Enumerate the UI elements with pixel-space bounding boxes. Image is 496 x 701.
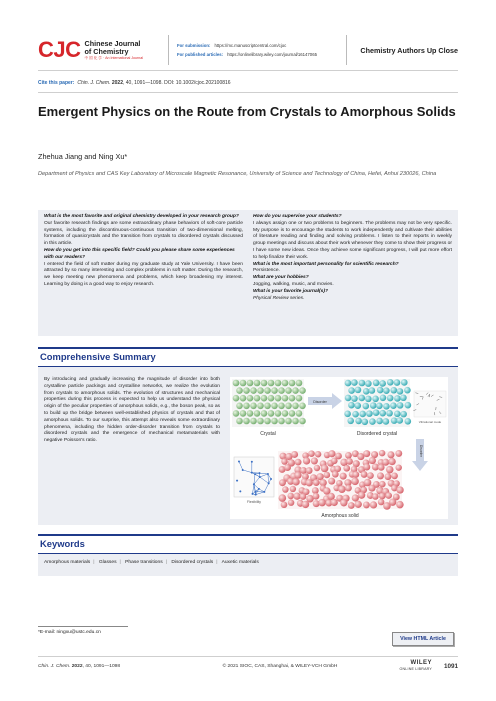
- disordered-particle: [359, 380, 366, 387]
- crystal-particle: [247, 380, 254, 387]
- amorphous-particle: [340, 499, 347, 506]
- disordered-particle: [359, 411, 366, 418]
- amorphous-particle: [378, 464, 385, 471]
- network-node: [238, 460, 240, 462]
- amorphous-particle: [345, 452, 352, 459]
- journal-title-line2: of Chemistry: [84, 46, 129, 56]
- amorphous-particle: [379, 493, 386, 500]
- amorphous-particle: [290, 486, 296, 492]
- amorphous-particle: [363, 450, 370, 457]
- network-label: Flexibility: [247, 500, 261, 504]
- crystal-particle: [268, 380, 275, 387]
- amorphous-particle: [331, 458, 338, 465]
- amorphous-particle: [312, 487, 319, 494]
- summary-heading: Comprehensive Summary: [38, 349, 458, 367]
- crystal-particle: [236, 418, 243, 425]
- disordered-particle: [365, 396, 372, 403]
- disordered-particle: [377, 387, 384, 394]
- network-node: [242, 469, 244, 471]
- disordered-particle: [370, 402, 377, 409]
- cite-year: 2022: [111, 80, 123, 86]
- amorphous-particle: [282, 486, 289, 493]
- article-affiliation: Department of Physics and CAS Key Laboratory of Microscale Magnetic Resonance, University of Science and Technology of China, Hefei, Anhui 230026, China: [38, 171, 437, 177]
- disordered-particle: [387, 379, 394, 386]
- amorphous-particle: [331, 499, 338, 506]
- question: What is the most important personality for scientific research?: [253, 261, 399, 267]
- wiley-logo[interactable]: WILEY ONLINE LIBRARY: [399, 660, 432, 671]
- amorphous-particle: [386, 466, 394, 474]
- keyword[interactable]: Auxetic materials: [221, 560, 259, 565]
- disordered-particle: [355, 418, 362, 425]
- question: How do you supervise your students?: [253, 214, 342, 219]
- page-footer: [38, 660, 458, 672]
- network-node: [254, 473, 256, 475]
- amorphous-particle: [395, 464, 401, 470]
- disordered-particle: [401, 379, 408, 386]
- keywords-section: [38, 534, 458, 576]
- network-node: [267, 473, 269, 475]
- keyword[interactable]: Glasses: [98, 560, 117, 565]
- network-node: [252, 493, 254, 495]
- view-html-article-button[interactable]: View HTML Article: [392, 632, 454, 646]
- crystal-particle: [292, 418, 299, 425]
- question: What is your favorite journal(s)?: [253, 288, 328, 294]
- network-node: [258, 488, 260, 490]
- disordered-particle: [345, 395, 352, 402]
- disordered-particle: [376, 418, 383, 425]
- amorphous-particle: [311, 457, 318, 464]
- amorphous-particle: [353, 471, 360, 478]
- network-panel: [234, 457, 274, 504]
- vibrational-mode-panel: [413, 391, 446, 424]
- crystal-particle: [299, 387, 306, 394]
- crystal-particle: [264, 418, 271, 425]
- network-node: [239, 490, 241, 492]
- crystal-label: Crystal: [260, 431, 276, 437]
- amorphous-particle: [385, 492, 392, 499]
- crystal-particle: [296, 395, 303, 402]
- keyword[interactable]: Disordered crystals: [171, 560, 214, 565]
- amorphous-particle: [306, 479, 313, 486]
- graphical-abstract: [230, 377, 448, 519]
- crystal-particle: [289, 410, 296, 417]
- crystal-particle: [243, 418, 250, 425]
- submission-link[interactable]: https://mc.manuscriptcentral.com/cjoc: [214, 43, 287, 48]
- amorphous-particle: [287, 493, 294, 500]
- keywords-list: Amorphous materials | Glasses | Phase transitions | Disordered crystals | Auxetic materials: [44, 560, 259, 565]
- amorphous-particle: [288, 499, 295, 506]
- answer: I always assign one or two problems to beginners. The problems may not be very specific. My purpose is to encourage the students to work independently and cultivate their abilities of literature reading and finding and solving problems. I listen to their reports in weekly group meetings and discuss about their work whenever they come to show their progress or I have some new ideas. Once they achieve some significant progress, I will put more effort to help finalize their work.: [253, 220, 452, 260]
- footer-citation: Chin. J. Chem. 2022, 40, 1091—1098: [38, 663, 121, 669]
- disorder-arrow-icon: [308, 393, 342, 409]
- interview-right-column: [253, 214, 452, 332]
- network-node: [263, 491, 265, 493]
- network-node: [268, 482, 270, 484]
- amorphous-particle: [343, 465, 350, 472]
- amorphous-particle: [328, 493, 335, 500]
- crystal-particle: [271, 403, 278, 410]
- crystal-particle: [278, 418, 285, 425]
- disordered-particle: [373, 409, 380, 416]
- amorphous-particle: [379, 450, 385, 456]
- amorphous-particle: [295, 472, 302, 479]
- amorphous-particle: [378, 499, 385, 506]
- crystal-particle: [292, 403, 299, 410]
- crystal-particle: [250, 418, 257, 425]
- footnote-divider: [38, 626, 128, 627]
- crystal-particle: [296, 410, 303, 417]
- amorphous-particle: [363, 501, 370, 508]
- crystal-particle: [285, 418, 292, 425]
- disordered-particle: [405, 402, 412, 409]
- amorphous-particle: [395, 450, 402, 457]
- crystal-particle: [264, 387, 271, 394]
- interview-left-column: [44, 214, 243, 332]
- crystal-particle: [247, 395, 254, 402]
- question: How do you get into this specific field? Could you please share some experiences with our readers?: [44, 247, 235, 260]
- amorphous-particle: [352, 494, 359, 501]
- amorphous-particle: [313, 479, 320, 486]
- journal-title-line1: Chinese Journal: [84, 38, 141, 48]
- disordered-particle: [386, 410, 393, 417]
- disordered-particle: [405, 418, 412, 425]
- crystal-particle: [236, 403, 243, 410]
- crystal-particle: [285, 387, 292, 394]
- network-node: [251, 461, 253, 463]
- published-link[interactable]: https://onlinelibrary.wiley.com/journal/16147065: [227, 52, 317, 57]
- disordered-particle: [348, 387, 355, 394]
- crystal-particle: [299, 418, 306, 425]
- footer-copyright: © 2021 SIOC, CAS, Shanghai, & WILEY-VCH GmbH: [222, 663, 338, 669]
- summary-text: By introducing and gradually increasing the magnitude of disorder into both crystalline particle packings and crystalline networks, we realize the evolution from crystals to amorphous solids. The evolution of structures and mechanical properties during this process is expected to help us understand the physical origin of the peculiar properties of amorphous solids, e.g., the boson peak, so as to build up the bridge between well-established physics of crystals and that of amorphous solids. To our surprise, this attempt also reveals some extraordinary phenomena, including the hidden order-disorder transition from crystals to disordered crystals and the emergence of mechanical metamaterials with negative Poisson's ratio.: [44, 377, 220, 444]
- disordered-particle: [355, 387, 362, 394]
- amorphous-particle: [313, 493, 320, 500]
- amorphous-particle: [348, 502, 355, 509]
- disordered-particle: [404, 387, 411, 394]
- disordered-particle: [369, 387, 376, 394]
- amorphous-particle: [345, 485, 352, 492]
- header-divider: [38, 70, 458, 71]
- amorphous-particle: [328, 478, 335, 485]
- amorphous-particle: [367, 472, 374, 479]
- disordered-particle: [352, 411, 359, 418]
- amorphous-particle: [306, 467, 313, 474]
- crystal-particle: [254, 395, 261, 402]
- amorphous-label: Amorphous solid: [321, 513, 359, 519]
- crystal-particle: [296, 380, 303, 387]
- network-node: [259, 476, 261, 478]
- amorphous-particle: [300, 493, 307, 500]
- amorphous-particle: [372, 493, 379, 500]
- disordered-particle: [345, 380, 352, 387]
- amorphous-particle: [314, 465, 320, 471]
- published-label: For published articles:: [177, 52, 224, 57]
- amorphous-particle: [281, 458, 287, 464]
- amorphous-particle: [396, 486, 403, 493]
- disordered-particle: [397, 402, 404, 409]
- disorder-down-label: Disorder: [419, 444, 423, 458]
- disordered-particle: [397, 388, 404, 395]
- disordered-particle: [390, 387, 397, 394]
- cite-divider: [38, 92, 458, 93]
- amorphous-particle: [387, 451, 394, 458]
- amorphous-particle: [351, 478, 359, 486]
- disordered-particle: [390, 402, 397, 409]
- amorphous-particle: [324, 472, 331, 479]
- disordered-particle: [372, 396, 379, 403]
- amorphous-particle: [358, 492, 365, 499]
- amorphous-particle: [363, 464, 370, 471]
- disordered-particle: [379, 380, 386, 387]
- disordered-particle: [383, 418, 390, 425]
- summary-section: [38, 347, 458, 525]
- disordered-particle: [351, 395, 358, 402]
- crystal-particle: [261, 410, 268, 417]
- amorphous-particle: [346, 458, 353, 465]
- amorphous-panel: [278, 450, 404, 510]
- disordered-particle: [376, 402, 383, 409]
- amorphous-particle: [279, 494, 287, 502]
- crystal-particle: [278, 387, 285, 394]
- amorphous-particle: [370, 501, 377, 508]
- network-node: [236, 480, 238, 482]
- crystal-particle: [264, 403, 271, 410]
- amorphous-particle: [355, 501, 362, 508]
- crystal-particle: [275, 380, 282, 387]
- crystal-particle: [271, 387, 278, 394]
- submission-label: For submission:: [177, 43, 211, 48]
- answer: I entered the field of soft matter during my graduate study at Yale University. I have been attracted by so many interesting and complex problems in soft matter. During the research, we keep meeting new phenomena and problems, which keep broadening my interest. Learning by doing is a good way to enjoy research.: [44, 261, 243, 287]
- cite-doi[interactable]: , 40, 1091—1098. DOI: 10.1002/cjoc.202100816: [123, 80, 231, 86]
- amorphous-particle: [292, 478, 299, 485]
- disorder-arrow-label: Disorder: [313, 400, 327, 404]
- crystal-particle: [292, 387, 299, 394]
- disordered-crystal-panel: [344, 379, 411, 427]
- crystal-particle: [261, 380, 268, 387]
- vibrational-label: Vibrational mode: [418, 420, 442, 424]
- cite-label: Cite this paper:: [38, 80, 75, 86]
- network-node: [251, 472, 253, 474]
- article-title: Emergent Physics on the Route from Crystals to Amorphous Solids: [38, 104, 456, 119]
- crystal-particle: [254, 380, 261, 387]
- disordered-particle: [366, 410, 373, 417]
- disorder-down-arrow-icon: [412, 439, 428, 471]
- crystal-particle: [257, 387, 264, 394]
- amorphous-particle: [321, 465, 329, 473]
- amorphous-particle: [284, 464, 291, 471]
- question: What are your hobbies?: [253, 275, 309, 281]
- disordered-particle: [362, 418, 369, 425]
- crystal-particle: [268, 410, 275, 417]
- keywords-heading: Keywords: [38, 536, 458, 554]
- citation-line: [38, 80, 231, 86]
- crystal-particle: [282, 395, 289, 402]
- crystal-particle: [240, 410, 247, 417]
- disordered-particle: [394, 379, 401, 386]
- amorphous-particle: [281, 501, 288, 508]
- crystal-particle: [250, 387, 257, 394]
- crystal-particle: [289, 395, 296, 402]
- corresponding-email[interactable]: *E-mail: ningxu@ustc.edu.cn: [38, 630, 101, 635]
- crystal-particle: [233, 380, 240, 387]
- disordered-label: Disordered crystal: [356, 431, 398, 437]
- disordered-particle: [362, 403, 369, 410]
- amorphous-particle: [340, 473, 347, 480]
- amorphous-particle: [315, 451, 321, 457]
- journal-header: [38, 32, 458, 68]
- crystal-particle: [247, 410, 254, 417]
- disordered-particle: [383, 387, 390, 394]
- amorphous-particle: [295, 459, 302, 466]
- amorphous-particle: [379, 481, 386, 488]
- disordered-particle: [379, 410, 386, 417]
- amorphous-particle: [396, 501, 404, 509]
- amorphous-particle: [389, 499, 396, 506]
- disordered-particle: [358, 395, 365, 402]
- crystal-particle: [257, 403, 264, 410]
- crystal-particle: [243, 387, 250, 394]
- crystal-particle: [275, 410, 282, 417]
- crystal-particle: [250, 403, 257, 410]
- disordered-particle: [344, 411, 351, 418]
- answer: Jogging, walking, music, and movies.: [253, 281, 334, 287]
- disordered-particle: [348, 402, 355, 409]
- graphical-abstract-figure: [230, 377, 448, 519]
- amorphous-particle: [291, 451, 298, 458]
- crystal-particle: [236, 387, 243, 394]
- crystal-particle: [268, 395, 275, 402]
- page-number: 1091: [443, 662, 458, 670]
- section-label: Chemistry Authors Up Close: [346, 35, 458, 65]
- keyword[interactable]: Amorphous materials: [44, 560, 91, 565]
- disordered-particle: [354, 402, 361, 409]
- article-authors: Zhehua Jiang and Ning Xu*: [38, 152, 128, 161]
- crystal-particle: [289, 380, 296, 387]
- disordered-particle: [380, 394, 387, 401]
- disordered-particle: [400, 394, 407, 401]
- disordered-particle: [394, 395, 401, 402]
- interview-box: [38, 210, 458, 336]
- crystal-particle: [233, 395, 240, 402]
- crystal-particle: [254, 410, 261, 417]
- crystal-panel: [232, 379, 306, 427]
- network-node: [270, 478, 272, 480]
- amorphous-particle: [391, 473, 398, 480]
- amorphous-particle: [328, 450, 335, 457]
- amorphous-particle: [302, 501, 309, 508]
- answer: Physical Review series.: [253, 295, 305, 301]
- crystal-particle: [282, 380, 289, 387]
- network-node: [258, 472, 260, 474]
- amorphous-particle: [318, 499, 325, 506]
- network-node: [254, 491, 256, 493]
- cite-journal: Chin. J. Chem.: [77, 80, 111, 86]
- crystal-particle: [278, 403, 285, 410]
- crystal-particle: [233, 410, 240, 417]
- network-node: [255, 494, 257, 496]
- crystal-particle: [282, 410, 289, 417]
- logo-mark: CJC: [38, 37, 81, 62]
- disordered-particle: [363, 388, 370, 395]
- answer: Our favorite research findings are some extraordinary phase behaviors of soft-core particle systems, including the discontinuous-continuous transition of two-dimensional melting, formation of quasicrystals and the transition from crystals to disordered crystals discussed in this article.: [44, 220, 243, 247]
- amorphous-particle: [361, 471, 368, 478]
- question: What is the most favorite and original chemistry developed in your research group?: [44, 214, 239, 219]
- amorphous-particle: [388, 458, 395, 465]
- amorphous-particle: [369, 457, 376, 464]
- crystal-particle: [257, 418, 264, 425]
- crystal-particle: [285, 403, 292, 410]
- disordered-particle: [394, 410, 401, 417]
- amorphous-particle: [368, 485, 375, 492]
- answer: Persistence.: [253, 268, 280, 274]
- amorphous-particle: [308, 450, 315, 457]
- disordered-particle: [387, 395, 394, 402]
- amorphous-particle: [385, 473, 392, 480]
- crystal-particle: [240, 395, 247, 402]
- disordered-particle: [347, 417, 354, 424]
- amorphous-particle: [332, 471, 339, 478]
- crystal-particle: [261, 395, 268, 402]
- disordered-particle: [400, 411, 407, 418]
- network-node: [253, 483, 255, 485]
- crystal-particle: [271, 418, 278, 425]
- disordered-particle: [396, 417, 403, 424]
- disordered-particle: [365, 380, 372, 387]
- crystal-particle: [299, 403, 306, 410]
- footer-divider: [38, 656, 458, 657]
- submission-links: [168, 35, 346, 65]
- crystal-particle: [240, 380, 247, 387]
- disordered-particle: [383, 403, 390, 410]
- disordered-particle: [373, 380, 380, 387]
- amorphous-particle: [279, 479, 286, 486]
- crystal-particle: [243, 403, 250, 410]
- crystal-particle: [275, 395, 282, 402]
- amorphous-particle: [377, 472, 384, 479]
- journal-logo[interactable]: [38, 37, 168, 63]
- disordered-particle: [369, 418, 376, 425]
- keyword[interactable]: Phase transitions: [125, 560, 163, 565]
- disordered-particle: [351, 379, 358, 386]
- journal-subtitle: 中 国 化 学 · An International Journal: [84, 55, 144, 60]
- amorphous-particle: [303, 457, 310, 464]
- amorphous-particle: [338, 485, 346, 493]
